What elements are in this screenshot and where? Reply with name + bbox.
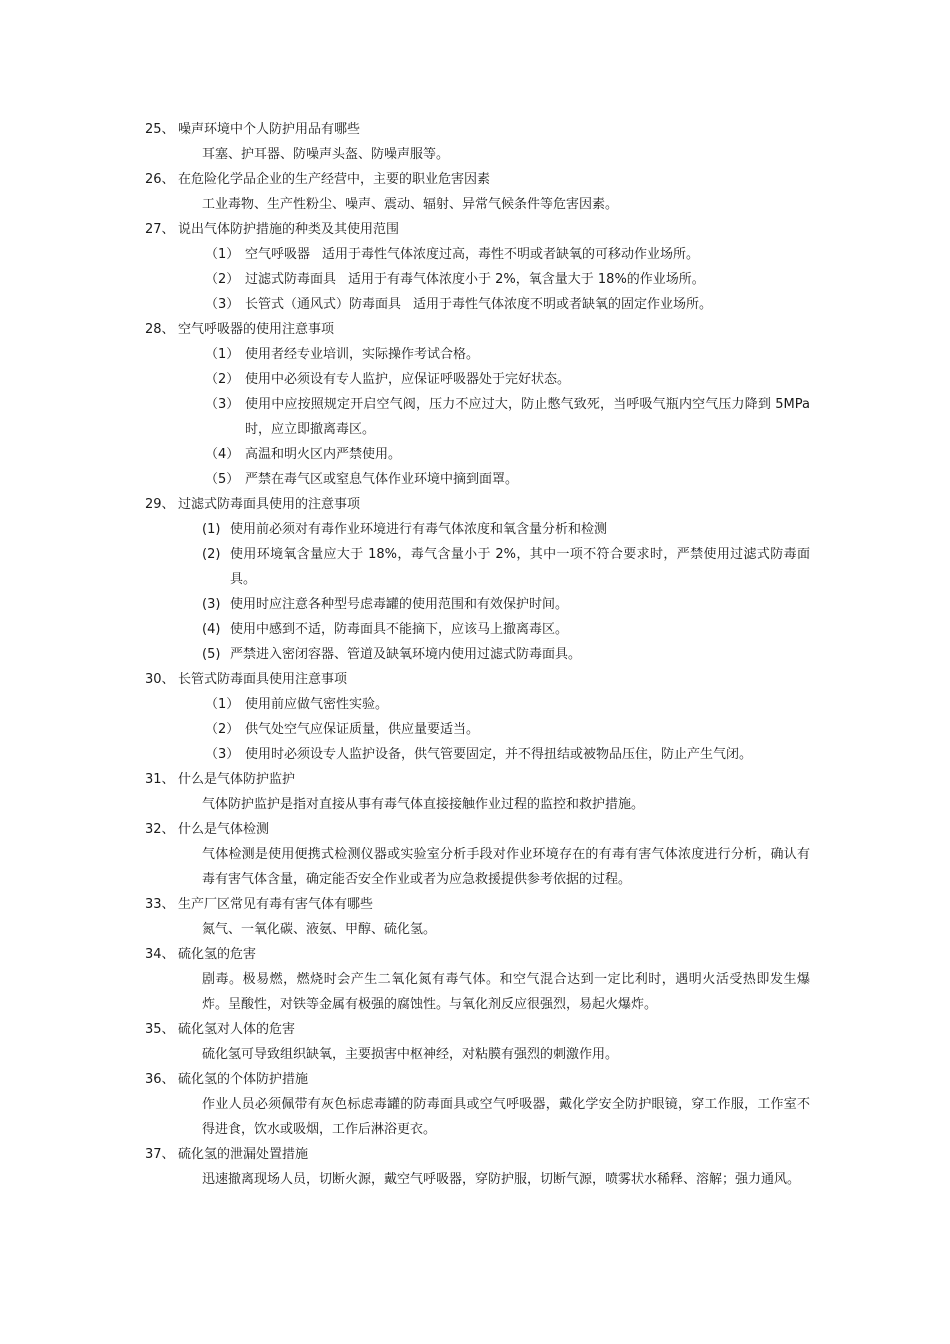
answer-text: 气体防护监护是指对直接从事有毒气体直接接触作业过程的监控和救护措施。 (202, 797, 645, 812)
question-heading (145, 667, 810, 692)
question-title: 噪声环境中个人防护用品有哪些 (178, 122, 361, 137)
list-item (145, 517, 810, 542)
question-heading (145, 492, 810, 517)
list-marker: (4) (202, 622, 221, 637)
equipment-name: 空气呼吸器 (245, 247, 311, 262)
list-marker: (1) (202, 522, 221, 537)
answer-text: 气体检测是使用便携式检测仪器或实验室分析手段对作业环境存在的有毒有害气体浓度进行分析，确认有毒有害气体含量，确定能否安全作业或者为应急救援提供参考依据的过程。 (202, 847, 810, 887)
question-heading (145, 817, 810, 842)
question-number: 31、 (145, 772, 175, 787)
question-heading (145, 117, 810, 142)
equipment-usage: 适用于毒性气体浓度不明或者缺氧的固定作业场所。 (413, 297, 713, 312)
question-number: 30、 (145, 672, 175, 687)
question-heading (145, 942, 810, 967)
question-title: 空气呼吸器的使用注意事项 (178, 322, 335, 337)
question-heading (145, 167, 810, 192)
equipment-usage: 适用于有毒气体浓度小于 2%，氧含量大于 18%的作业场所。 (348, 272, 705, 287)
list-item-text: 使用前应做气密性实验。 (245, 697, 389, 712)
list-item (145, 392, 810, 442)
question-heading (145, 217, 810, 242)
list-marker: (2) (202, 547, 221, 562)
list-item (145, 642, 810, 667)
list-marker: （1） (205, 247, 240, 262)
question-number: 34、 (145, 947, 175, 962)
list-item (145, 617, 810, 642)
question-heading (145, 317, 810, 342)
list-item-text: 供气处空气应保证质量，供应量要适当。 (245, 722, 480, 737)
list-item-text: 使用前必须对有毒作业环境进行有毒气体浓度和氧含量分析和检测 (230, 522, 608, 537)
question-title: 什么是气体检测 (178, 822, 270, 837)
question-title: 生产厂区常见有毒有害气体有哪些 (178, 897, 374, 912)
list-marker: （3） (205, 297, 240, 312)
question-title: 硫化氢的个体防护措施 (178, 1072, 309, 1087)
list-marker: （5） (205, 472, 240, 487)
question-number: 35、 (145, 1022, 175, 1037)
question-number: 26、 (145, 172, 175, 187)
answer-text: 剧毒。极易燃，燃烧时会产生二氧化氮有毒气体。和空气混合达到一定比利时，遇明火活受热即发生爆炸。呈酸性，对铁等金属有极强的腐蚀性。与氧化剂反应很强烈，易起火爆炸。 (202, 972, 810, 1012)
question-title: 硫化氢对人体的危害 (178, 1022, 296, 1037)
question-title: 过滤式防毒面具使用的注意事项 (178, 497, 361, 512)
list-item (145, 717, 810, 742)
question-heading (145, 892, 810, 917)
question-title: 长管式防毒面具使用注意事项 (178, 672, 348, 687)
question-title: 说出气体防护措施的种类及其使用范围 (178, 222, 400, 237)
question-number: 28、 (145, 322, 175, 337)
list-item (145, 592, 810, 617)
list-item-text: 严禁进入密闭容器、管道及缺氧环境内使用过滤式防毒面具。 (230, 647, 582, 662)
list-marker: （2） (205, 272, 240, 287)
list-item (145, 442, 810, 467)
question-number: 25、 (145, 122, 175, 137)
list-item-text: 高温和明火区内严禁使用。 (245, 447, 402, 462)
list-item (145, 267, 810, 292)
answer-text: 耳塞、护耳器、防噪声头盔、防噪声服等。 (202, 147, 450, 162)
list-item-text: 使用环境氧含量应大于 18%，毒气含量小于 2%，其中一项不符合要求时，严禁使用过滤式防毒面具。 (230, 547, 810, 587)
list-item-text: 使用时必须设专人监护设备，供气管要固定，并不得扭结或被物品压住，防止产生气闭。 (245, 747, 753, 762)
list-marker: （2） (205, 722, 240, 737)
question-number: 32、 (145, 822, 175, 837)
equipment-name: 过滤式防毒面具 (245, 272, 337, 287)
list-marker: （1） (205, 697, 240, 712)
question-heading (145, 1142, 810, 1167)
question-number: 33、 (145, 897, 175, 912)
answer-text: 硫化氢可导致组织缺氧，主要损害中枢神经，对粘膜有强烈的刺激作用。 (202, 1047, 619, 1062)
answer-text: 工业毒物、生产性粉尘、噪声、震动、辐射、异常气候条件等危害因素。 (202, 197, 619, 212)
question-number: 29、 (145, 497, 175, 512)
equipment-name: 长管式（通风式）防毒面具 (245, 297, 402, 312)
list-item (145, 742, 810, 767)
list-marker: （3） (205, 747, 240, 762)
question-title: 硫化氢的泄漏处置措施 (178, 1147, 309, 1162)
question-title: 硫化氢的危害 (178, 947, 257, 962)
answer-text: 作业人员必须佩带有灰色标虑毒罐的防毒面具或空气呼吸器，戴化学安全防护眼镜，穿工作服，工作室不得进食，饮水或吸烟，工作后淋浴更衣。 (202, 1097, 810, 1137)
list-marker: (3) (202, 597, 221, 612)
list-item-text: 使用者经专业培训，实际操作考试合格。 (245, 347, 480, 362)
list-item-text: 使用时应注意各种型号虑毒罐的使用范围和有效保护时间。 (230, 597, 569, 612)
list-item-text: 使用中应按照规定开启空气阀，压力不应过大，防止憋气致死，当呼吸气瓶内空气压力降到 5MPa 时，应立即撤离毒区。 (245, 397, 810, 437)
list-item (145, 542, 810, 592)
list-item-text: 使用中感到不适，防毒面具不能摘下，应该马上撤离毒区。 (230, 622, 569, 637)
question-title: 什么是气体防护监护 (178, 772, 296, 787)
document-body (145, 117, 810, 1192)
list-item (145, 692, 810, 717)
list-marker: （4） (205, 447, 240, 462)
question-number: 37、 (145, 1147, 175, 1162)
list-item-text: 使用中必须设有专人监护，应保证呼吸器处于完好状态。 (245, 372, 571, 387)
question-number: 36、 (145, 1072, 175, 1087)
question-heading (145, 1017, 810, 1042)
list-item (145, 467, 810, 492)
list-marker: （3） (205, 397, 240, 412)
question-heading (145, 1067, 810, 1092)
list-item-text: 严禁在毒气区或窒息气体作业环境中摘到面罩。 (245, 472, 519, 487)
list-item (145, 342, 810, 367)
answer-text: 氮气、一氧化碳、液氨、甲醇、硫化氢。 (202, 922, 437, 937)
question-heading (145, 767, 810, 792)
answer-text: 迅速撤离现场人员，切断火源，戴空气呼吸器，穿防护服，切断气源，喷雾状水稀释、溶解；强力通风。 (202, 1172, 801, 1187)
question-title: 在危险化学品企业的生产经营中，主要的职业危害因素 (178, 172, 491, 187)
list-item (145, 292, 810, 317)
list-item (145, 242, 810, 267)
list-item (145, 367, 810, 392)
question-number: 27、 (145, 222, 175, 237)
list-marker: （2） (205, 372, 240, 387)
equipment-usage: 适用于毒性气体浓度过高，毒性不明或者缺氧的可移动作业场所。 (322, 247, 700, 262)
list-marker: （1） (205, 347, 240, 362)
list-marker: (5) (202, 647, 221, 662)
